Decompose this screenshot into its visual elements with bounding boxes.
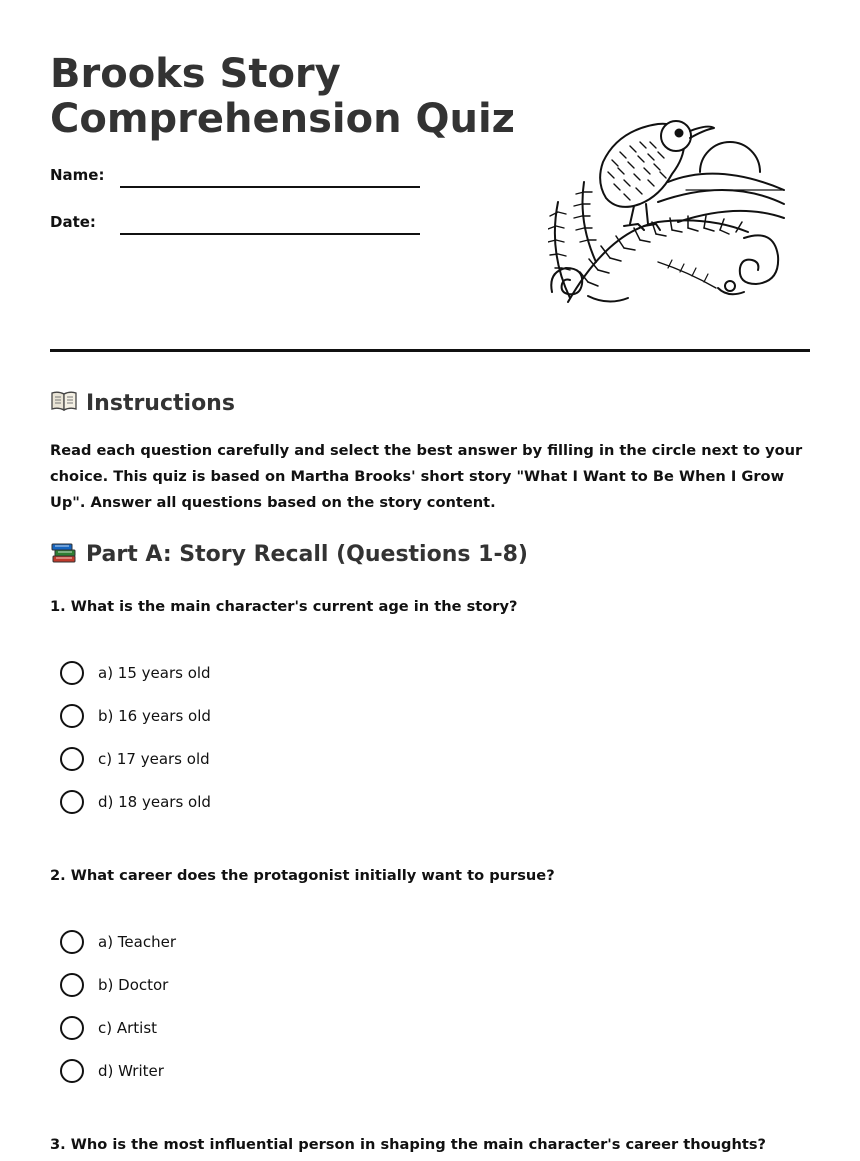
part-a-heading [50, 540, 528, 570]
radio-circle[interactable] [60, 973, 84, 997]
question-2 [50, 865, 810, 1080]
question-text: 1. What is the main character's current age in the story? [50, 598, 518, 615]
radio-circle[interactable] [60, 704, 84, 728]
option-c[interactable] [60, 747, 360, 773]
open-book-icon [50, 390, 78, 412]
header-divider [50, 349, 810, 352]
name-label: Name: [50, 166, 105, 184]
name-blank-line[interactable] [120, 186, 420, 188]
option-label: c) 17 years old [98, 750, 210, 768]
option-b[interactable] [60, 973, 360, 999]
option-a[interactable] [60, 930, 360, 956]
date-label: Date: [50, 213, 96, 231]
option-d[interactable] [60, 790, 360, 816]
date-field-row [50, 213, 430, 243]
radio-circle[interactable] [60, 747, 84, 771]
stacked-books-icon [50, 541, 78, 563]
question-1 [50, 596, 810, 811]
radio-circle[interactable] [60, 790, 84, 814]
date-blank-line[interactable] [120, 233, 420, 235]
radio-circle[interactable] [60, 930, 84, 954]
name-field-row [50, 166, 430, 196]
option-label: a) 15 years old [98, 664, 211, 682]
question-text: 3. Who is the most influential person in shaping the main character's career thoughts? [50, 1136, 767, 1153]
quiz-title: Brooks Story Comprehension Quiz [50, 51, 515, 142]
instructions-heading-text: Instructions [86, 391, 235, 416]
option-label: d) 18 years old [98, 793, 211, 811]
option-b[interactable] [60, 704, 360, 730]
option-label: b) Doctor [98, 976, 169, 994]
instructions-heading [50, 389, 235, 419]
kiwi-bird-illustration [548, 112, 792, 312]
option-a[interactable] [60, 661, 360, 687]
option-c[interactable] [60, 1016, 360, 1042]
option-label: c) Artist [98, 1019, 158, 1037]
question-3 [50, 1134, 810, 1156]
part-a-heading-text: Part A: Story Recall (Questions 1-8) [86, 542, 528, 567]
instructions-text: Read each question carefully and select the best answer by filling in the circle next to your choice. This quiz is based on Martha Brooks' short story "What I Want to Be When I Grow Up". Answer all questions based on the story content. [50, 442, 803, 511]
option-label: b) 16 years old [98, 707, 211, 725]
question-text: 2. What career does the protagonist initially want to pursue? [50, 867, 555, 884]
radio-circle[interactable] [60, 661, 84, 685]
option-label: a) Teacher [98, 933, 176, 951]
radio-circle[interactable] [60, 1059, 84, 1083]
option-label: d) Writer [98, 1062, 164, 1080]
radio-circle[interactable] [60, 1016, 84, 1040]
option-d[interactable] [60, 1059, 360, 1085]
